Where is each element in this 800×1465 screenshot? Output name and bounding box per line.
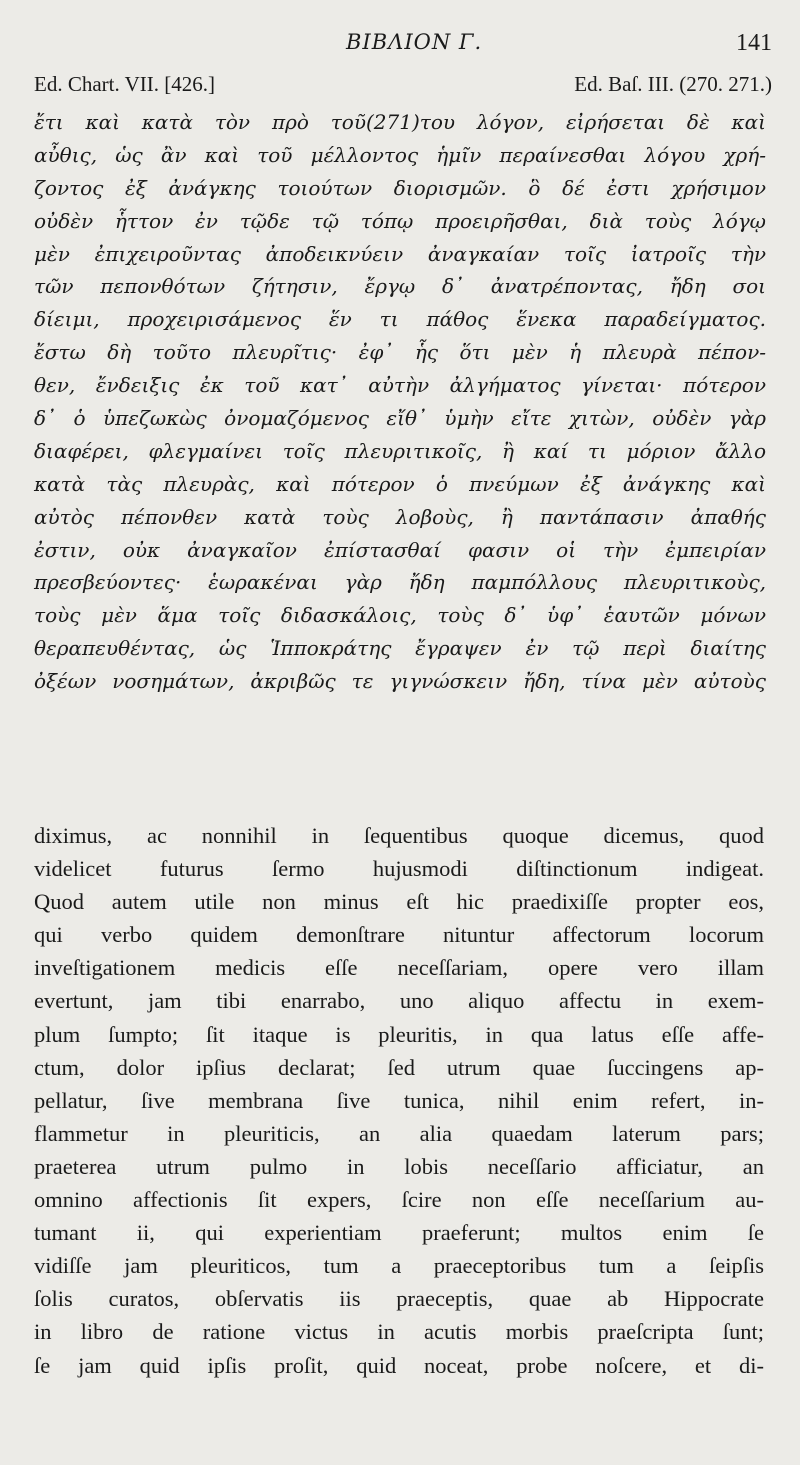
greek-line: ἔστω δὴ τοῦτο πλευρῖτις· ἐφ᾽ ἧς ὅτι μὲν ἡ πλευρὰ πέπον- [34, 340, 766, 365]
greek-line: διαφέρει, φλεγμαίνει τοῖς πλευριτικοῖς, ἢ καί τι μόριον ἄλλο [34, 438, 766, 463]
greek-line: πρεσβεύοντες· ἑωρακέναι γὰρ ἤδη παμπόλλους πλευριτικοὺς, [34, 570, 766, 595]
greek-line: τοὺς μὲν ἅμα τοῖς διδασκάλοις, τοὺς δ᾽ ὑφ᾽ ἑαυτῶν μόνων [34, 603, 766, 628]
greek-line: δίειμι, προχειρισάμενος ἕν τι πάθος ἕνεκα παραδείγματος. [34, 307, 766, 332]
greek-line: θεν, ἔνδειξις ἐκ τοῦ κατ᾽ αὐτὴν ἀλγήματος γίνεται· πότερον [34, 373, 766, 398]
greek-line: ὀξέων νοσημάτων, ἀκριβῶς τε γιγνώσκειν ἤδη, τίνα μὲν αὐτοὺς [34, 669, 766, 694]
latin-line: ſolis curatos, obſervatis iis praeceptis, quae ab Hippocrate [34, 1286, 764, 1312]
greek-line: κατὰ τὰς πλευρὰς, καὶ πότερον ὁ πνεύμων ἐξ ἀνάγκης καὶ [34, 471, 766, 496]
latin-text-block [34, 819, 764, 1382]
latin-line: flammetur in pleuriticis, an alia quaedam laterum pars; [34, 1120, 764, 1146]
latin-line: ctum, dolor ipſius declarat; ſed utrum quae ſuccingens ap- [34, 1054, 764, 1080]
book-title: ΒΙΒΛΙΟΝ Γ. [346, 30, 483, 54]
greek-line: ἔτι καὶ κατὰ τὸν πρὸ τοῦ(271)του λόγον, εἰρήσεται δὲ καὶ [34, 110, 766, 134]
latin-line: omnino affectionis ſit expers, ſcire non eſſe neceſſarium au- [34, 1187, 764, 1213]
latin-line: inveſtigationem medicis eſſe neceſſariam, opere vero illam [34, 955, 764, 981]
latin-line: pellatur, ſive membrana ſive tunica, nihil enim refert, in- [34, 1087, 764, 1113]
latin-line: diximus, ac nonnihil in ſequentibus quoque dicemus, quod [34, 823, 764, 848]
greek-line: ζοντος ἐξ ἀνάγκης τοιούτων διορισμῶν. ὃ δέ ἐστι χρήσιμον [34, 175, 766, 200]
latin-line: Quod autem utile non minus eſt hic praedixiſſe propter eos, [34, 889, 764, 915]
latin-line: tumant ii, qui experientiam praeferunt; multos enim ſe [34, 1220, 764, 1246]
latin-line: in libro de ratione victus in acutis morbis praeſcripta ſunt; [34, 1319, 764, 1345]
edition-line [34, 72, 772, 102]
latin-line: vidiſſe jam pleuriticos, tum a praeceptoribus tum a ſeipſis [34, 1253, 764, 1279]
latin-line: praeterea utrum pulmo in lobis neceſſario afficiatur, an [34, 1153, 764, 1179]
greek-line: αὖθις, ὡς ἂν καὶ τοῦ μέλλοντος ἡμῖν περαίνεσθαι λόγου χρή- [34, 142, 766, 167]
running-head [34, 30, 772, 62]
greek-line: τῶν πεπονθότων ζήτησιν, ἔργῳ δ᾽ ἀνατρέποντας, ἤδη σοι [34, 274, 766, 299]
greek-line: οὐδὲν ἧττον ἐν τῷδε τῷ τόπῳ προειρῆσθαι, διὰ τοὺς λόγῳ [34, 208, 766, 233]
greek-line: ἐστιν, οὐκ ἀναγκαῖον ἐπίστασθαί φασιν οἱ τὴν ἐμπειρίαν [34, 537, 766, 562]
edition-chartier: Ed. Chart. VII. [426.] [34, 72, 215, 96]
edition-basel: Ed. Baſ. III. (270. 271.) [574, 72, 772, 96]
greek-line: δ᾽ ὁ ὑπεζωκὼς ὀνομαζόμενος εἴθ᾽ ὑμὴν εἴτε χιτὼν, οὐδὲν γὰρ [34, 406, 766, 431]
latin-line: evertunt, jam tibi enarrabo, uno aliquo affectu in exem- [34, 988, 764, 1014]
greek-line: θεραπευθέντας, ὡς Ἱπποκράτης ἔγραψεν ἐν τῷ περὶ διαίτης [34, 636, 766, 661]
latin-line: plum ſumpto; ſit itaque is pleuritis, in qua latus eſſe affe- [34, 1021, 764, 1047]
greek-line: αὐτὸς πέπονθεν κατὰ τοὺς λοβοὺς, ἢ παντάπασιν ἀπαθής [34, 504, 766, 529]
latin-line: videlicet futurus ſermo hujusmodi diſtinctionum indigeat. [34, 856, 764, 882]
latin-line: ſe jam quid ipſis proſit, quid noceat, probe noſcere, et di- [34, 1352, 764, 1378]
page-number: 141 [736, 30, 772, 56]
latin-line: qui verbo quidem demonſtrare nituntur affectorum locorum [34, 922, 764, 948]
greek-text-block [34, 106, 766, 698]
greek-line: μὲν ἐπιχειροῦντας ἀποδεικνύειν ἀναγκαίαν τοῖς ἰατροῖς τὴν [34, 241, 766, 266]
